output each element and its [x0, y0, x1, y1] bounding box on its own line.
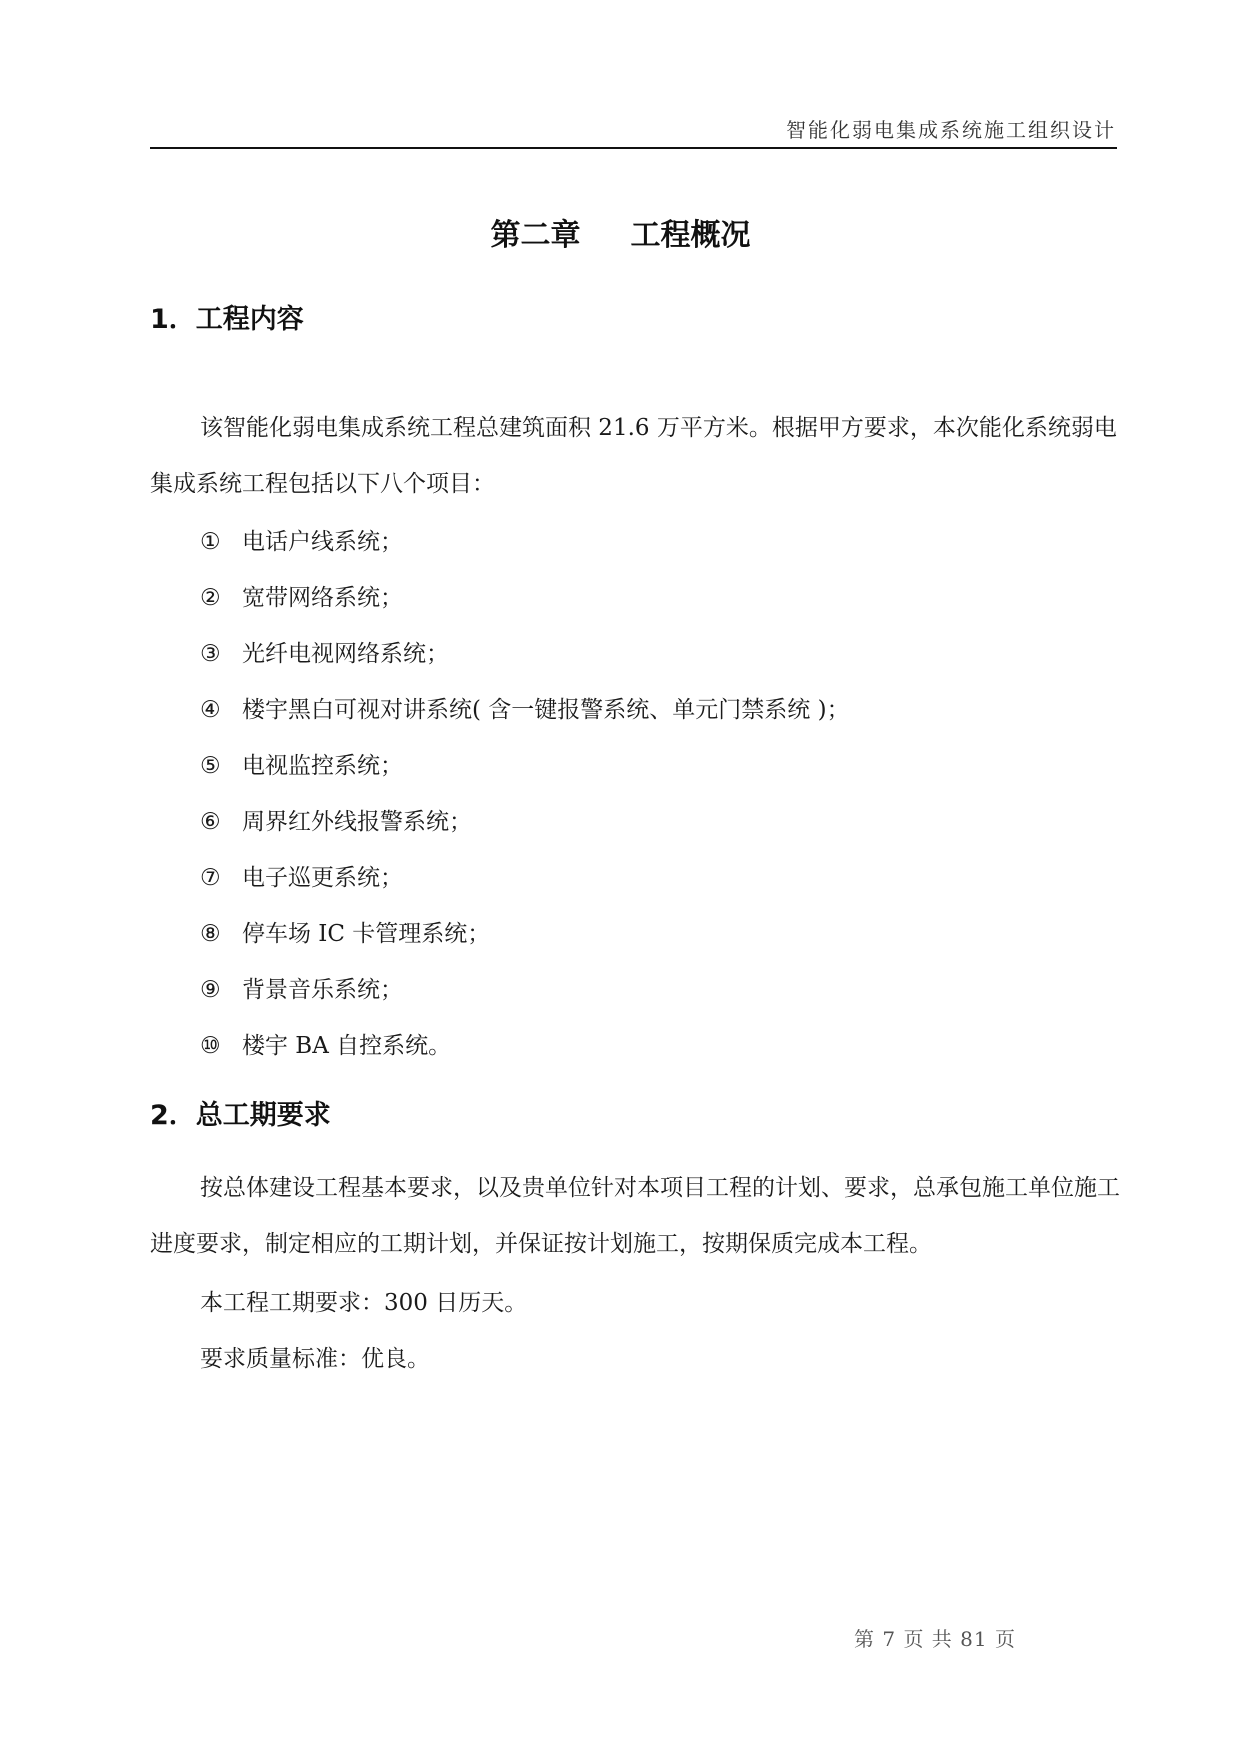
- list-item: [200, 850, 850, 906]
- section2-paragraph: 按总体建设工程基本要求，以及贵单位针对本项目工程的计划、要求，总承包施工单位施工进度要求，制定相应的工期计划，并保证按计划施工，按期保质完成本工程。: [150, 1175, 1120, 1257]
- duration-line: 本工程工期要求：300 日历天。: [200, 1290, 528, 1316]
- project-list: [200, 514, 850, 1074]
- quality-line: 要求质量标准：优良。: [200, 1346, 430, 1372]
- list-item-number: ⑩: [200, 1033, 221, 1059]
- section-heading-1: 1．工程内容: [150, 304, 304, 335]
- chapter-name: 工程概况: [630, 218, 751, 253]
- list-item: [200, 962, 850, 1018]
- list-item-number: ⑥: [200, 809, 221, 835]
- page-number-footer: 第 7 页 共 81 页: [854, 1627, 1016, 1651]
- header-rule: [150, 147, 1117, 149]
- list-item: [200, 738, 850, 794]
- section-heading-2: 2．总工期要求: [150, 1100, 331, 1131]
- chapter-number: 第二章: [490, 218, 581, 253]
- list-item-number: ⑨: [200, 977, 221, 1003]
- list-item: [200, 794, 850, 850]
- list-item: [200, 514, 850, 570]
- list-item-text: 背景音乐系统；: [242, 977, 403, 1003]
- list-item: [200, 682, 850, 738]
- section1-intro: 该智能化弱电集成系统工程总建筑面积 21.6 万平方米。根据甲方要求，本次能化系统弱电集成系统工程包括以下八个项目：: [150, 415, 1117, 497]
- list-item-number: ①: [200, 529, 221, 555]
- list-item-number: ②: [200, 585, 221, 611]
- list-item: [200, 570, 850, 626]
- list-item-text: 电子巡更系统；: [242, 865, 403, 891]
- list-item-text: 电话户线系统；: [242, 529, 403, 555]
- list-item-text: 周界红外线报警系统；: [242, 809, 472, 835]
- list-item-number: ⑧: [200, 921, 221, 947]
- list-item: [200, 906, 850, 962]
- running-header: 智能化弱电集成系统施工组织设计: [786, 118, 1116, 142]
- list-item-number: ③: [200, 641, 221, 667]
- chapter-title: [0, 210, 1241, 254]
- list-item-text: 楼宇 BA 自控系统。: [242, 1033, 452, 1059]
- list-item-number: ⑤: [200, 753, 221, 779]
- list-item-number: ④: [200, 697, 221, 723]
- list-item-text: 光纤电视网络系统；: [242, 641, 449, 667]
- list-item-text: 楼宇黑白可视对讲系统( 含一键报警系统、单元门禁系统 )；: [242, 697, 850, 723]
- list-item-number: ⑦: [200, 865, 221, 891]
- list-item-text: 停车场 IC 卡管理系统；: [242, 921, 491, 947]
- list-item: [200, 626, 850, 682]
- list-item-text: 宽带网络系统；: [242, 585, 403, 611]
- list-item: [200, 1018, 850, 1074]
- list-item-text: 电视监控系统；: [242, 753, 403, 779]
